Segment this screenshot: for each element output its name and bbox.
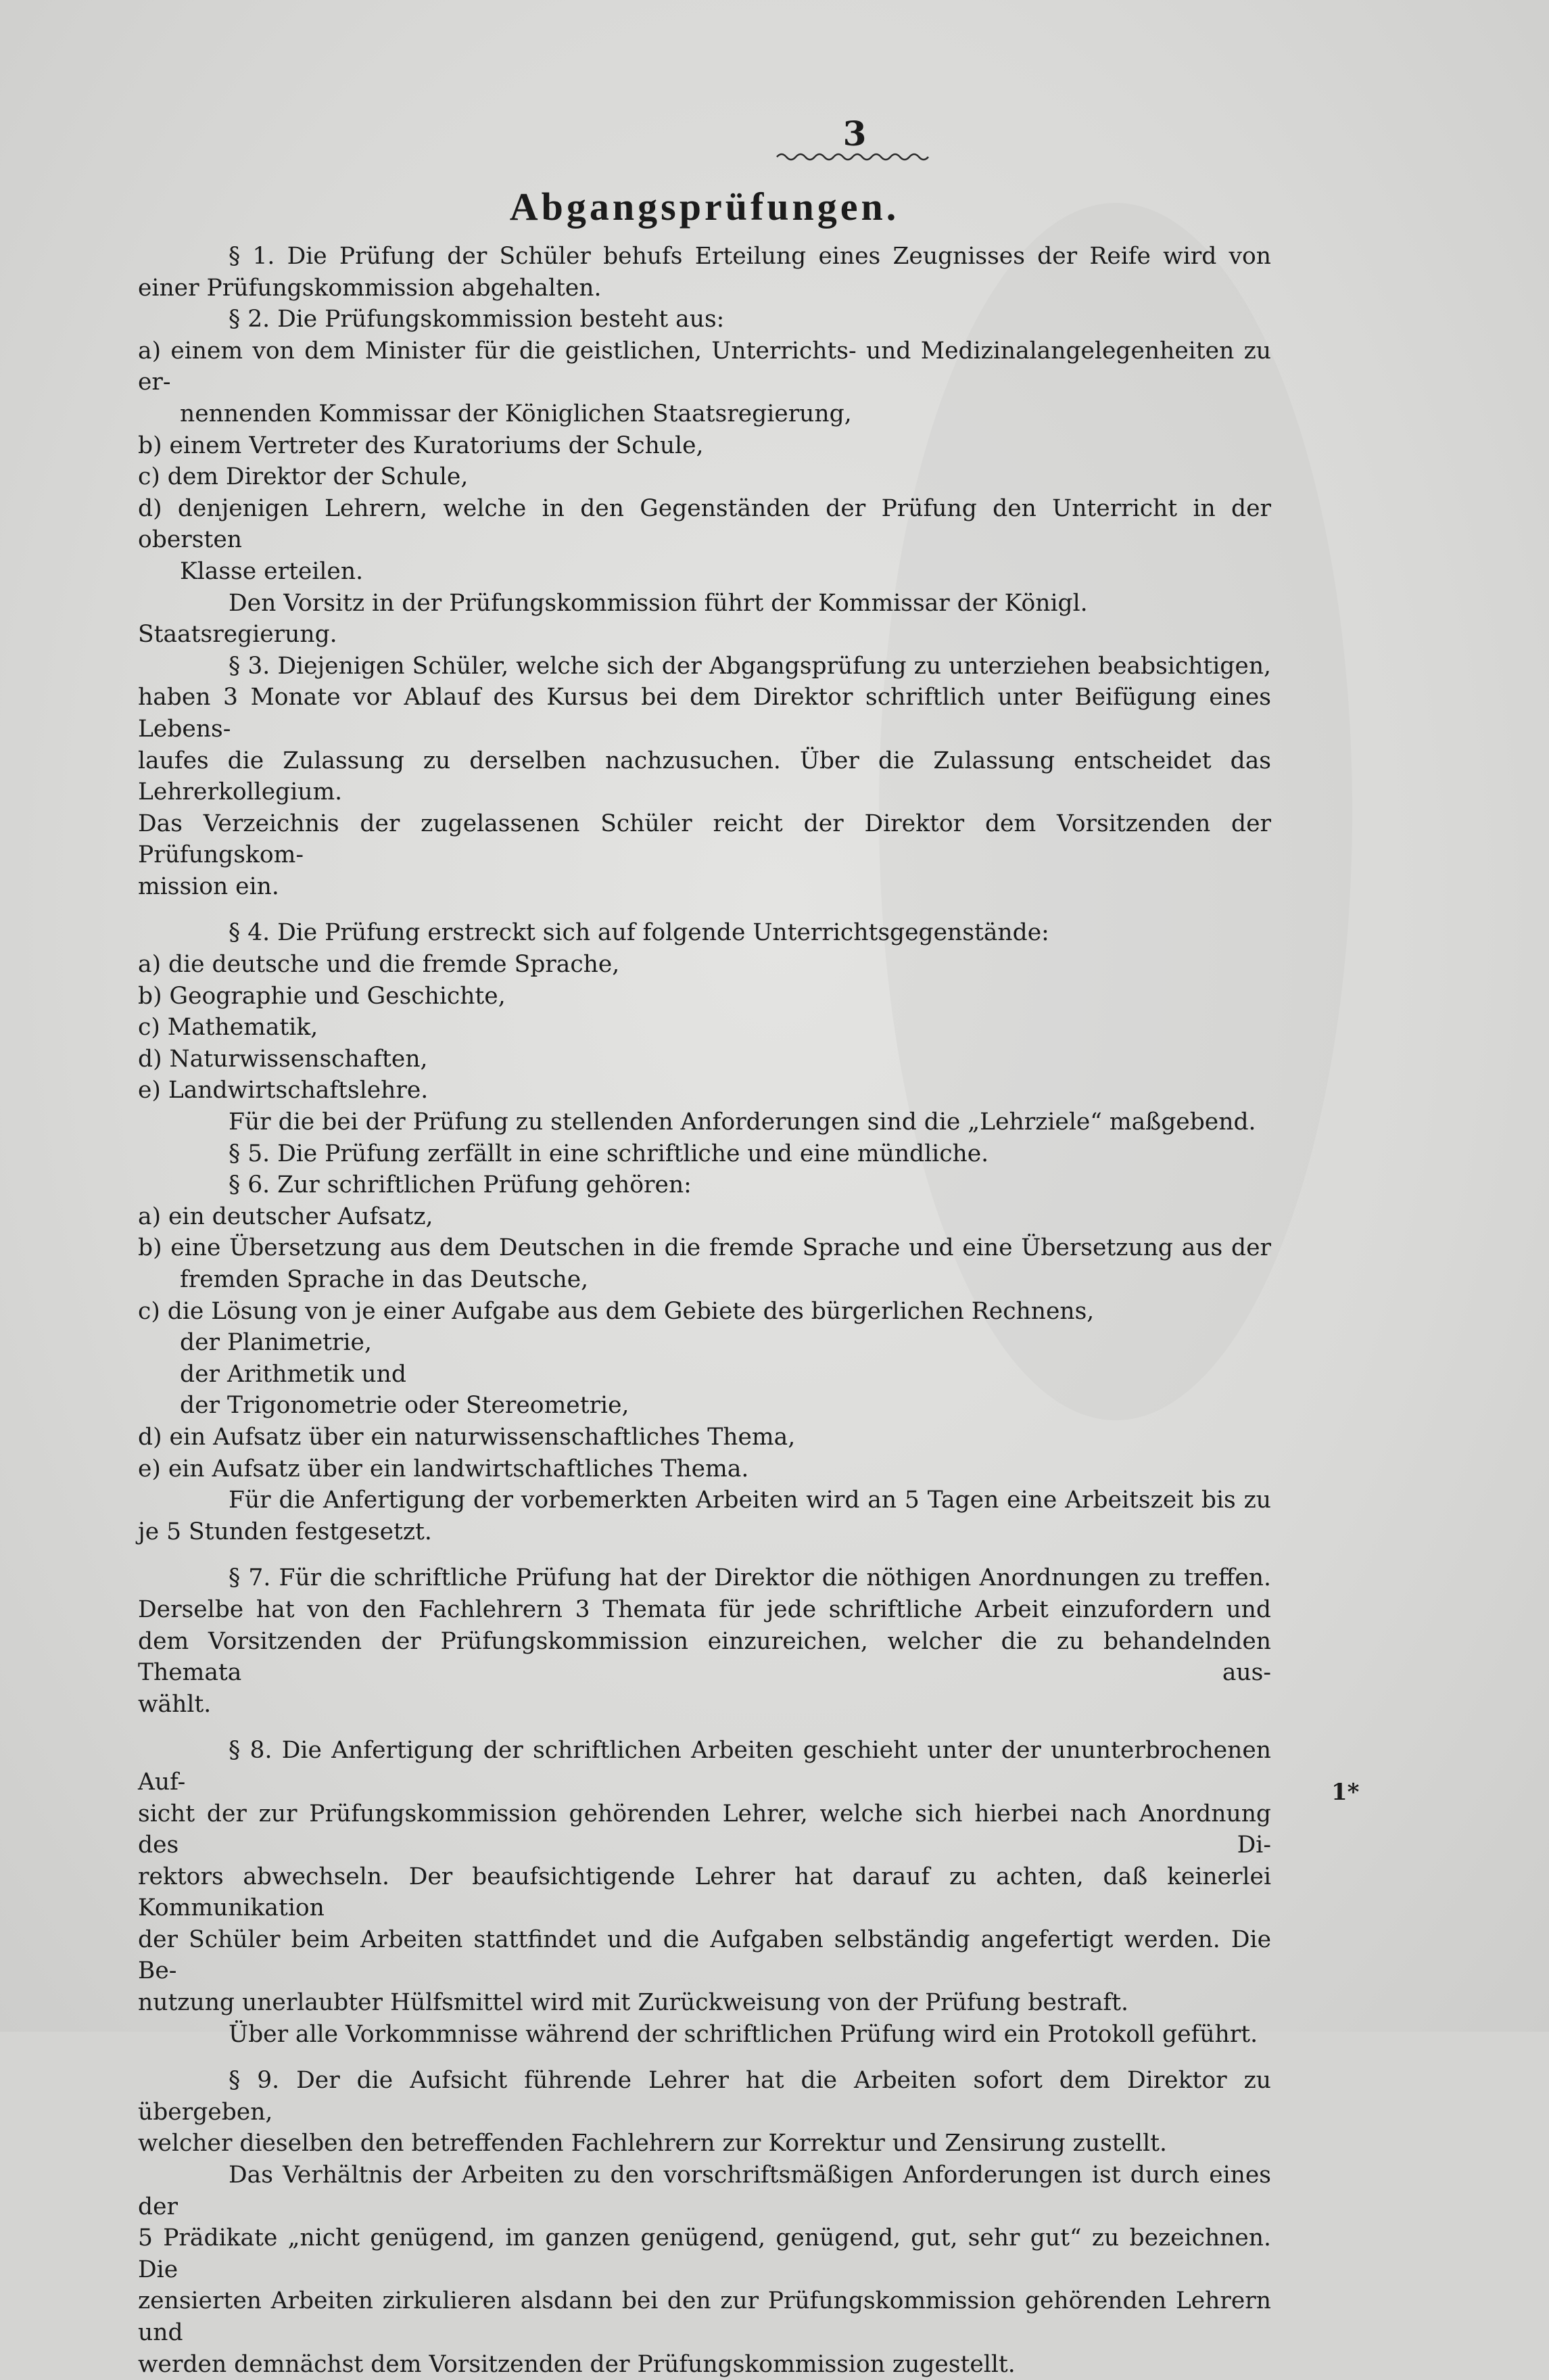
paragraph-3-line-3: laufes die Zulassung zu derselben nachzusuchen. Über die Zulassung entscheidet das Lehrerkollegium. [138,747,1271,806]
paragraph-5: § 5. Die Prüfung zerfällt in eine schriftliche und eine mündliche. [229,1140,989,1167]
paragraph-9-line-1: § 9. Der die Aufsicht führende Lehrer hat die Arbeiten sofort dem Direktor zu übergeben, [138,2067,1271,2126]
paragraph-1-line-1: § 1. Die Prüfung der Schüler behufs Erteilung eines Zeugnisses der Reife wird von [229,243,1271,270]
written-item-c-arithmetic: der Arithmetik und [180,1360,406,1388]
paragraph-7-line-3: dem Vorsitzenden der Prüfungskommission einzureichen, welcher die zu behandelnden Themata aus- [138,1627,1271,1687]
subject-c: c) Mathematik, [138,1014,318,1042]
paragraph-8-line-5: nutzung unerlaubter Hülfsmittel wird mit Zurückweisung von der Prüfung bestraft. [138,1989,1128,2017]
written-item-b: b) eine Übersetzung aus dem Deutschen in die fremde Sprache und eine Übersetzung aus der [138,1234,1271,1262]
subject-e: e) Landwirtschaftslehre. [138,1077,429,1104]
written-item-c-planimetry: der Planimetrie, [180,1329,372,1357]
paragraph-8-line-1: § 8. Die Anfertigung der schriftlichen Arbeiten geschieht unter der ununterbrochenen Auf- [138,1737,1271,1796]
list-item-a: a) einem von dem Minister für die geistlichen, Unterrichts- und Medizinalangelegenheiten zu er- [138,337,1271,396]
paragraph-7-line-2: Derselbe hat von den Fachlehrern 3 Themata für jede schriftliche Arbeit einzufordern und [138,1595,1271,1623]
written-item-b-continued: fremden Sprache in das Deutsche, [180,1266,589,1293]
subject-b: b) Geographie und Geschichte, [138,982,506,1010]
page-number: 3 [842,114,867,154]
paragraph-2-heading: § 2. Die Prüfungskommission besteht aus: [229,306,725,333]
list-item-d-continued: Klasse erteilen. [180,557,364,585]
subject-d: d) Naturwissenschaften, [138,1045,428,1073]
written-item-a: a) ein deutscher Aufsatz, [138,1203,433,1230]
written-item-c: c) die Lösung von je einer Aufgabe aus dem Gebiete des bürgerlichen Rechnens, [138,1297,1095,1325]
section-title: Abgangsprüfungen. [509,185,900,229]
paragraph-1-line-2: einer Prüfungskommission abgehalten. [138,274,602,302]
paragraph-8-line-3: rektors abwechseln. Der beaufsichtigende Lehrer hat darauf zu achten, daß keinerlei Kommunikation [138,1863,1271,1922]
protocol-sentence: Über alle Vorkommnisse während der schriftlichen Prüfung wird ein Protokoll geführt. [229,2020,1258,2048]
section-body [138,241,1271,2380]
paragraph-8-line-2: sicht der zur Prüfungskommission gehörenden Lehrer, welche sich hierbei nach Anordnung des Di- [138,1800,1271,1859]
paragraph-4-heading: § 4. Die Prüfung erstreckt sich auf folgende Unterrichtsgegenstände: [229,919,1049,947]
signature-mark: 1* [1331,1779,1360,1806]
paragraph-9-line-4: 5 Prädikate „nicht genügend, im ganzen genügend, genügend, gut, sehr gut“ zu bezeichnen. Die [138,2224,1271,2283]
paragraph-3-line-5: mission ein. [138,872,279,900]
paragraph-3-line-2: haben 3 Monate vor Ablauf des Kursus bei dem Direktor schriftlich unter Beifügung eines Lebens- [138,684,1271,743]
paragraph-9-line-2: welcher dieselben den betreffenden Fachlehrern zur Korrektur und Zensirung zustellt. [138,2130,1167,2157]
list-item-a-continued: nennenden Kommissar der Königlichen Staatsregierung, [180,400,852,427]
written-item-c-trigonometry: der Trigonometrie oder Stereometrie, [180,1392,629,1420]
list-item-b: b) einem Vertreter des Kuratoriums der Schule, [138,431,704,459]
list-item-d: d) denjenigen Lehrern, welche in den Gegenständen der Prüfung den Unterricht in der obersten [138,494,1271,554]
written-item-d: d) ein Aufsatz über ein naturwissenschaftliches Thema, [138,1423,796,1451]
paragraph-3-line-4: Das Verzeichnis der zugelassenen Schüler reicht der Direktor dem Vorsitzenden der Prüfungskom- [138,810,1271,869]
list-item-c: c) dem Direktor der Schule, [138,463,469,491]
subject-a: a) die deutsche und die fremde Sprache, [138,951,620,979]
paragraph-3-line-1: § 3. Diejenigen Schüler, welche sich der Abgangsprüfung zu unterziehen beabsichtigen, [229,652,1271,680]
paragraph-9-line-5: zensierten Arbeiten zirkulieren alsdann bei den zur Prüfungskommission gehörenden Lehrern und [138,2287,1271,2346]
paragraph-7-line-1: § 7. Für die schriftliche Prüfung hat der Direktor die nöthigen Anordnungen zu treffen. [229,1564,1271,1592]
paragraph-6-heading: § 6. Zur schriftlichen Prüfung gehören: [229,1171,692,1199]
paragraph-7-line-4: wählt. [138,1690,212,1718]
time-sentence-line-2: je 5 Stunden festgesetzt. [138,1518,432,1545]
paragraph-8-line-4: der Schüler beim Arbeiten stattfindet und die Aufgaben selbständig angefertigt werden. Die Be- [138,1926,1271,1985]
decorative-wave-rule [777,150,932,164]
written-item-e: e) ein Aufsatz über ein landwirtschaftliches Thema. [138,1455,749,1483]
paragraph-9-line-3: Das Verhältnis der Arbeiten zu den vorschriftsmäßigen Anforderungen ist durch eines der [138,2162,1271,2220]
requirements-sentence: Für die bei der Prüfung zu stellenden Anforderungen sind die „Lehrziele“ maßgebend. [229,1109,1256,1136]
chair-sentence: Den Vorsitz in der Prüfungskommission führt der Kommissar der Königl. Staatsregierung. [138,589,1088,649]
time-sentence-line-1: Für die Anfertigung der vorbemerkten Arbeiten wird an 5 Tagen eine Arbeitszeit bis zu [229,1487,1271,1514]
paragraph-9-line-6: werden demnächst dem Vorsitzenden der Prüfungskommission zugestellt. [138,2350,1016,2378]
